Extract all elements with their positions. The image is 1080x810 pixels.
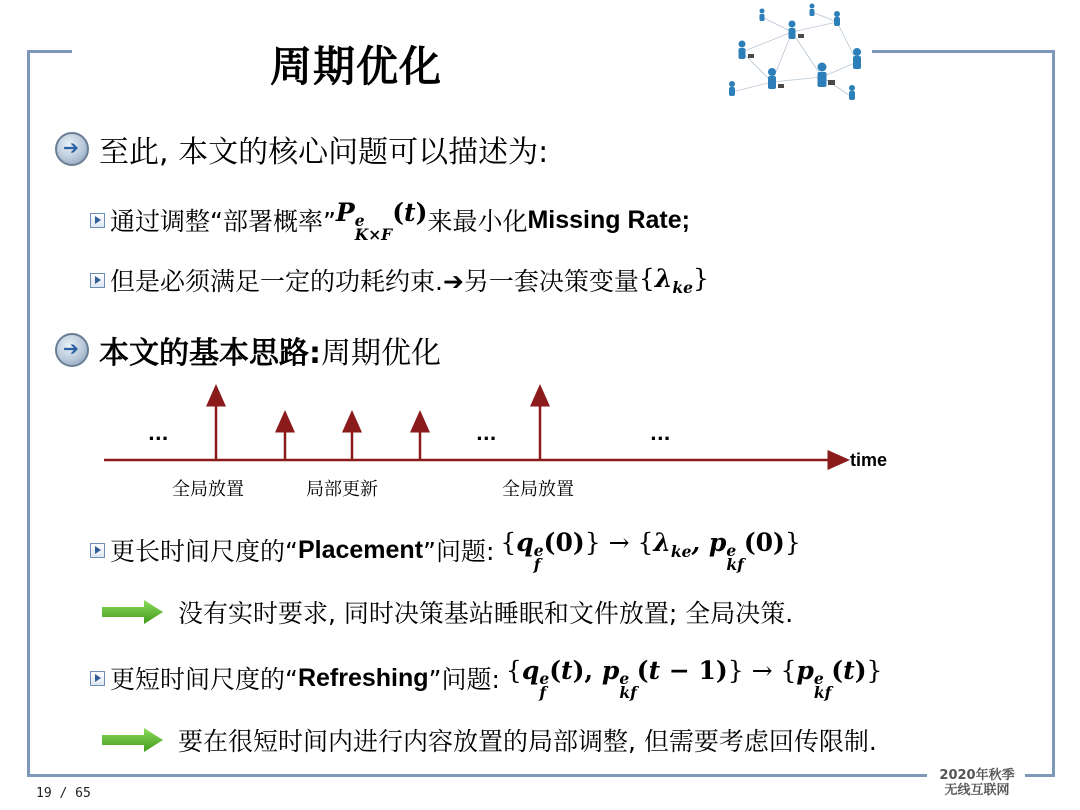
- formula-lambda-ke: $\{\lambda_{ke}\}$: [638, 263, 709, 297]
- refreshing-text: Refreshing: [297, 663, 429, 692]
- arrow-circle-icon: [55, 132, 89, 166]
- frame-bottom-right: [1025, 774, 1055, 777]
- frame-left: [27, 50, 30, 776]
- footer-brand: [930, 768, 1024, 798]
- bullet-text: 至此, 本文的核心问题可以描述为:: [99, 135, 549, 170]
- frame-top-left: [27, 50, 72, 53]
- triangle-bullet-icon: [90, 273, 105, 288]
- placement-text: Placement: [297, 535, 424, 564]
- missing-rate-text: Missing Rate;: [527, 205, 690, 234]
- sub-bullet-text: 但是必须满足一定的功耗约束.➔另一套决策变量: [110, 267, 639, 296]
- green-arrow-icon: [102, 599, 164, 625]
- bullet-basic-idea: [55, 328, 441, 372]
- arrow-note-text: 要在很短时间内进行内容放置的局部调整, 但需要考虑回传限制.: [178, 727, 877, 756]
- sub-bullet-text-2: 来最小化: [427, 207, 528, 237]
- arrow-circle-icon: [55, 333, 89, 367]
- sub-bullet-refreshing: [90, 656, 883, 703]
- ellipsis-2: ...: [476, 424, 497, 445]
- formula-p-kxf: P e K×F (t): [335, 198, 428, 245]
- formula-refreshing: {q e f (t), p e kf (t − 1)} → {p e kf (t)}: [505, 656, 883, 703]
- arrow-note-text: 没有实时要求, 同时决策基站睡眠和文件放置; 全局决策.: [178, 599, 794, 628]
- timeline-diagram: [100, 380, 900, 500]
- sub-bullet-text-2: ”问题:: [423, 537, 495, 567]
- frame-right: [1052, 50, 1055, 776]
- label-global-placement-2: 全局放置: [502, 479, 574, 500]
- arrow-note-local: [102, 722, 877, 758]
- bullet-text: 周期优化: [321, 336, 441, 371]
- ellipsis-1: ...: [148, 424, 169, 445]
- sub-bullet-placement: [90, 528, 801, 575]
- time-axis-label: time: [850, 450, 888, 470]
- sub-bullet-power: [90, 262, 709, 298]
- bullet-label: 本文的基本思路:: [99, 336, 321, 371]
- label-global-placement-1: 全局放置: [172, 479, 244, 500]
- frame-bottom: [27, 774, 927, 777]
- frame-top-right: [870, 50, 1055, 53]
- formula-placement: {q e f $(0)\} \to \{\lambda_{ke}$, p e kf (0)}: [500, 528, 801, 575]
- sub-bullet-text: 更长时间尺度的“: [110, 537, 298, 567]
- network-people-image: [722, 2, 872, 110]
- triangle-bullet-icon: [90, 543, 105, 558]
- bullet-core-problem: [55, 127, 548, 171]
- label-local-update: 局部更新: [306, 479, 378, 500]
- sub-bullet-text-2: ”问题:: [428, 665, 500, 695]
- page-number: 19 / 65: [36, 786, 91, 801]
- brand-line-2: 无线互联网: [944, 783, 1010, 798]
- slide-title: 周期优化: [270, 42, 443, 91]
- sub-bullet-text: 通过调整“部署概率”: [110, 207, 336, 237]
- sub-bullet-text: 更短时间尺度的“: [110, 665, 298, 695]
- green-arrow-icon: [102, 727, 164, 753]
- triangle-bullet-icon: [90, 213, 105, 228]
- ellipsis-3: ...: [650, 424, 671, 445]
- arrow-note-global: [102, 594, 793, 630]
- brand-line-1: 2020年秋季: [939, 768, 1015, 783]
- triangle-bullet-icon: [90, 671, 105, 686]
- sub-bullet-probability: [90, 198, 690, 245]
